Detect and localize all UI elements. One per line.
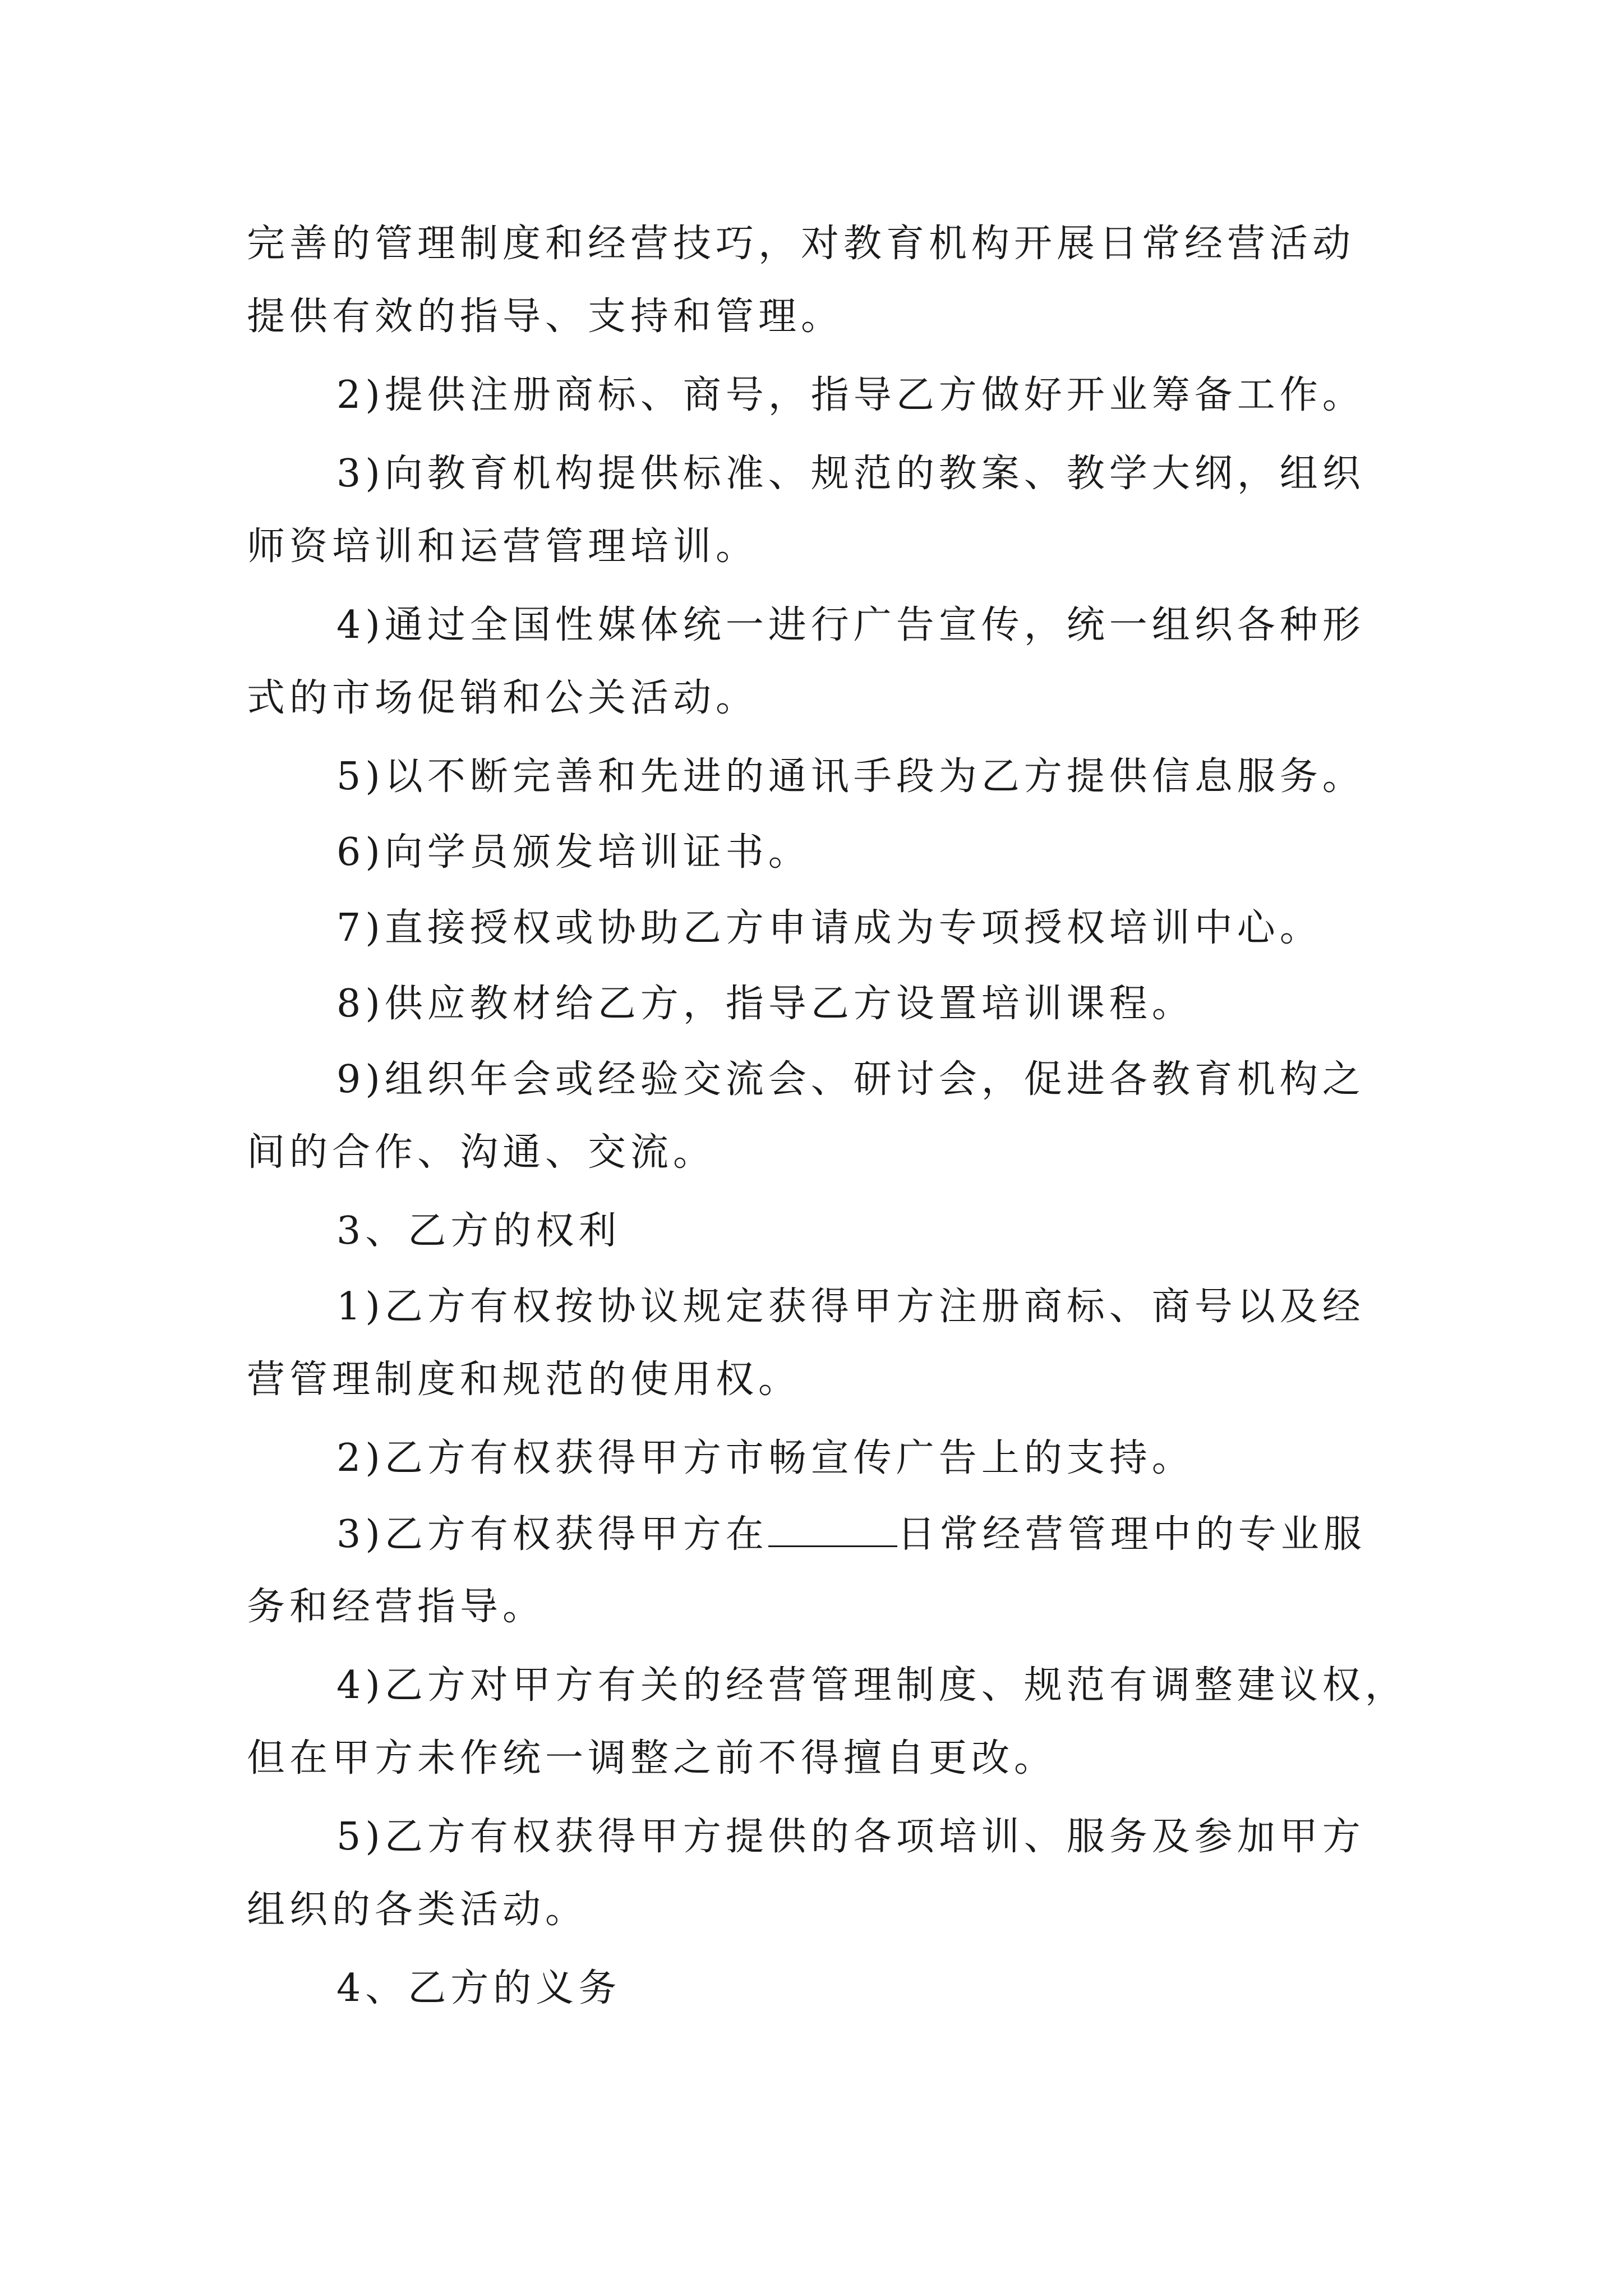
paragraph-line-with-blank [336, 1512, 1366, 1557]
paragraph-line: 完善的管理制度和经营技巧，对教育机构开展日常经营活动 [247, 222, 1355, 266]
paragraph-line: 4)乙方对甲方有关的经营管理制度、规范有调整建议权， [336, 1663, 1408, 1708]
paragraph-line: 师资培训和运营管理培训。 [247, 524, 759, 569]
paragraph-line: 3)向教育机构提供标准、规范的教案、教学大纲，组织 [336, 452, 1365, 496]
paragraph-line: 务和经营指导。 [247, 1585, 546, 1629]
section-heading: 4、乙方的义务 [336, 1966, 621, 2010]
paragraph-line: 8)供应教材给乙方，指导乙方设置培训课程。 [336, 982, 1195, 1026]
paragraph-line: 5)乙方有权获得甲方提供的各项培训、服务及参加甲方 [336, 1815, 1365, 1859]
paragraph-line: 7)直接授权或协助乙方申请成为专项授权培训中心。 [336, 906, 1322, 950]
paragraph-line: 9)组织年会或经验交流会、研讨会，促进各教育机构之 [336, 1057, 1365, 1102]
paragraph-line: 6)向学员颁发培训证书。 [336, 830, 811, 875]
paragraph-line: 组织的各类活动。 [247, 1888, 588, 1932]
section-heading: 3、乙方的权利 [336, 1209, 621, 1253]
paragraph-line: 2)提供注册商标、商号，指导乙方做好开业筹备工作。 [336, 373, 1365, 417]
text-after-blank: 日常经营管理中的专业服 [897, 1512, 1366, 1557]
paragraph-line: 营管理制度和规范的使用权。 [247, 1358, 801, 1402]
paragraph-line: 2)乙方有权获得甲方市畅宣传广告上的支持。 [336, 1436, 1195, 1480]
paragraph-line: 4)通过全国性媒体统一进行广告宣传，统一组织各种形 [336, 603, 1365, 647]
fill-in-blank [768, 1512, 897, 1547]
text-before-blank: 3)乙方有权获得甲方在 [336, 1512, 768, 1557]
paragraph-line: 提供有效的指导、支持和管理。 [247, 295, 844, 339]
paragraph-line: 式的市场促销和公关活动。 [247, 676, 759, 720]
paragraph-line: 1)乙方有权按协议规定获得甲方注册商标、商号以及经 [336, 1285, 1365, 1329]
paragraph-line: 但在甲方未作统一调整之前不得擅自更改。 [247, 1736, 1057, 1780]
paragraph-line: 5)以不断完善和先进的通讯手段为乙方提供信息服务。 [336, 754, 1365, 799]
paragraph-line: 间的合作、沟通、交流。 [247, 1130, 716, 1175]
